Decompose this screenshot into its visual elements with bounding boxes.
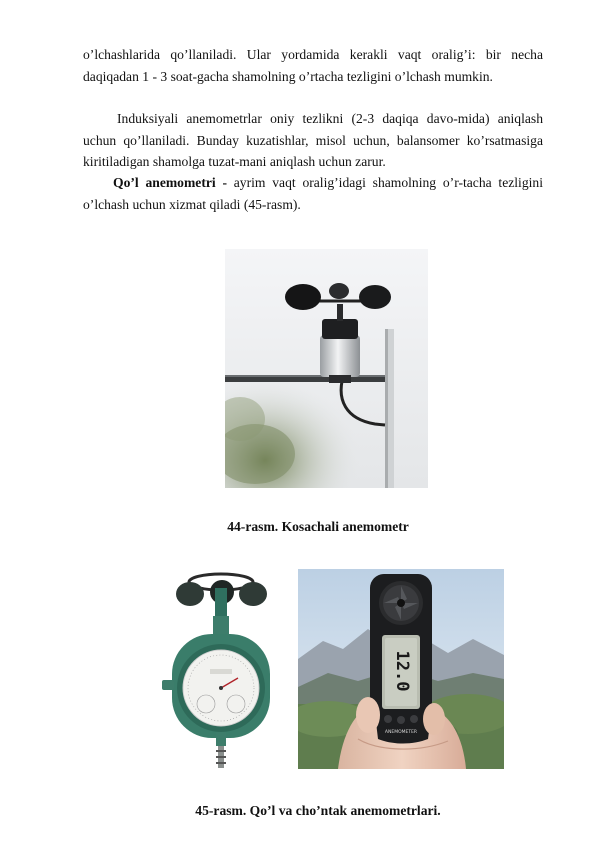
figure-44-caption: 44-rasm. Kosachali anemometr	[227, 519, 409, 534]
hand-anemometer-term: Qo’l anemometri -	[113, 175, 227, 190]
hand-anemometer-photo	[158, 568, 286, 770]
paragraph-3	[83, 172, 543, 215]
paragraph-1: o’lchashlarida qo’llaniladi. Ular yordamida kerakli vaqt oralig’i: bir necha daqiqadan 1 - 3 soat-gacha shamolning o’rtacha tezligini o’lchash mumkin.	[83, 47, 543, 84]
pocket-anemometer-photo	[298, 569, 504, 769]
paragraph-3-text: ayrim vaqt oralig’idagi shamolning o’r-tacha tezligini o’lchash uchun xizmat qiladi (45-rasm).	[83, 175, 543, 212]
device-display-reading: 12.0	[392, 650, 412, 692]
paragraph-2: Induksiyali anemometrlar oniy tezlikni (2-3 daqiqa davo-mida) aniqlash uchun qo’llaniladi. Bunday kuzatishlar, misol uchun, balansomer ko’rsatmasiga kiritiladigan shamolga tuzat-mani aniqlash uchun zarur.	[83, 111, 543, 169]
figure-45-caption: 45-rasm. Qo’l va cho’ntak anemometrlari.	[195, 803, 441, 818]
device-brand-label: ANEMOMETER	[384, 730, 418, 735]
cup-anemometer-photo	[225, 249, 428, 488]
